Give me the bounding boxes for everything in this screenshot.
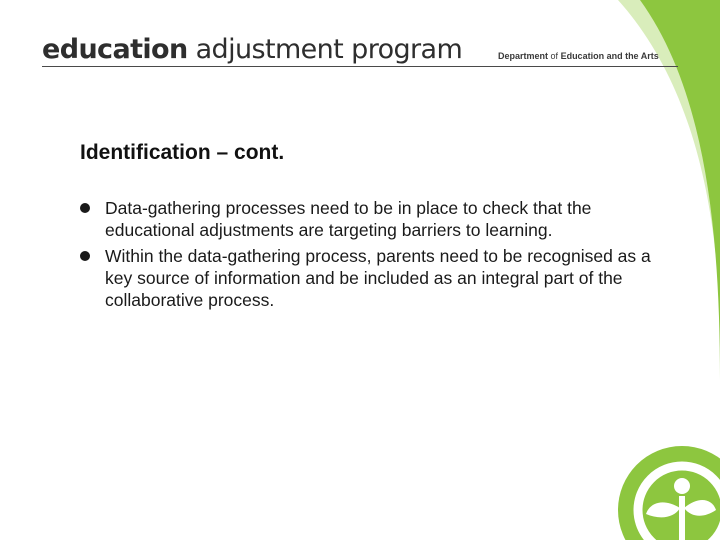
dept-part2: of	[550, 51, 559, 61]
brand-wordmark	[42, 34, 462, 65]
bullet-dot-icon	[80, 251, 90, 261]
seedling-logo-icon	[612, 438, 720, 540]
slide-title: Identification – cont.	[80, 141, 285, 164]
bullet-text: Data-gathering processes need to be in place to check that the educational adjustments are targeting barriers to learning.	[105, 198, 592, 240]
brand-bold: education	[42, 34, 188, 65]
dept-part3: Education and the Arts	[560, 51, 659, 61]
brand-light: adjustment program	[195, 34, 463, 65]
dept-part1: Department	[498, 51, 549, 61]
bullet-item	[80, 197, 660, 241]
bullet-list	[80, 197, 660, 315]
bullet-text: Within the data-gathering process, parents need to be recognised as a key source of information and be included as an integral part of the collaborative process.	[105, 246, 651, 310]
bullet-item	[80, 245, 660, 311]
header-divider	[42, 66, 678, 67]
bullet-dot-icon	[80, 203, 90, 213]
department-name	[498, 51, 659, 61]
